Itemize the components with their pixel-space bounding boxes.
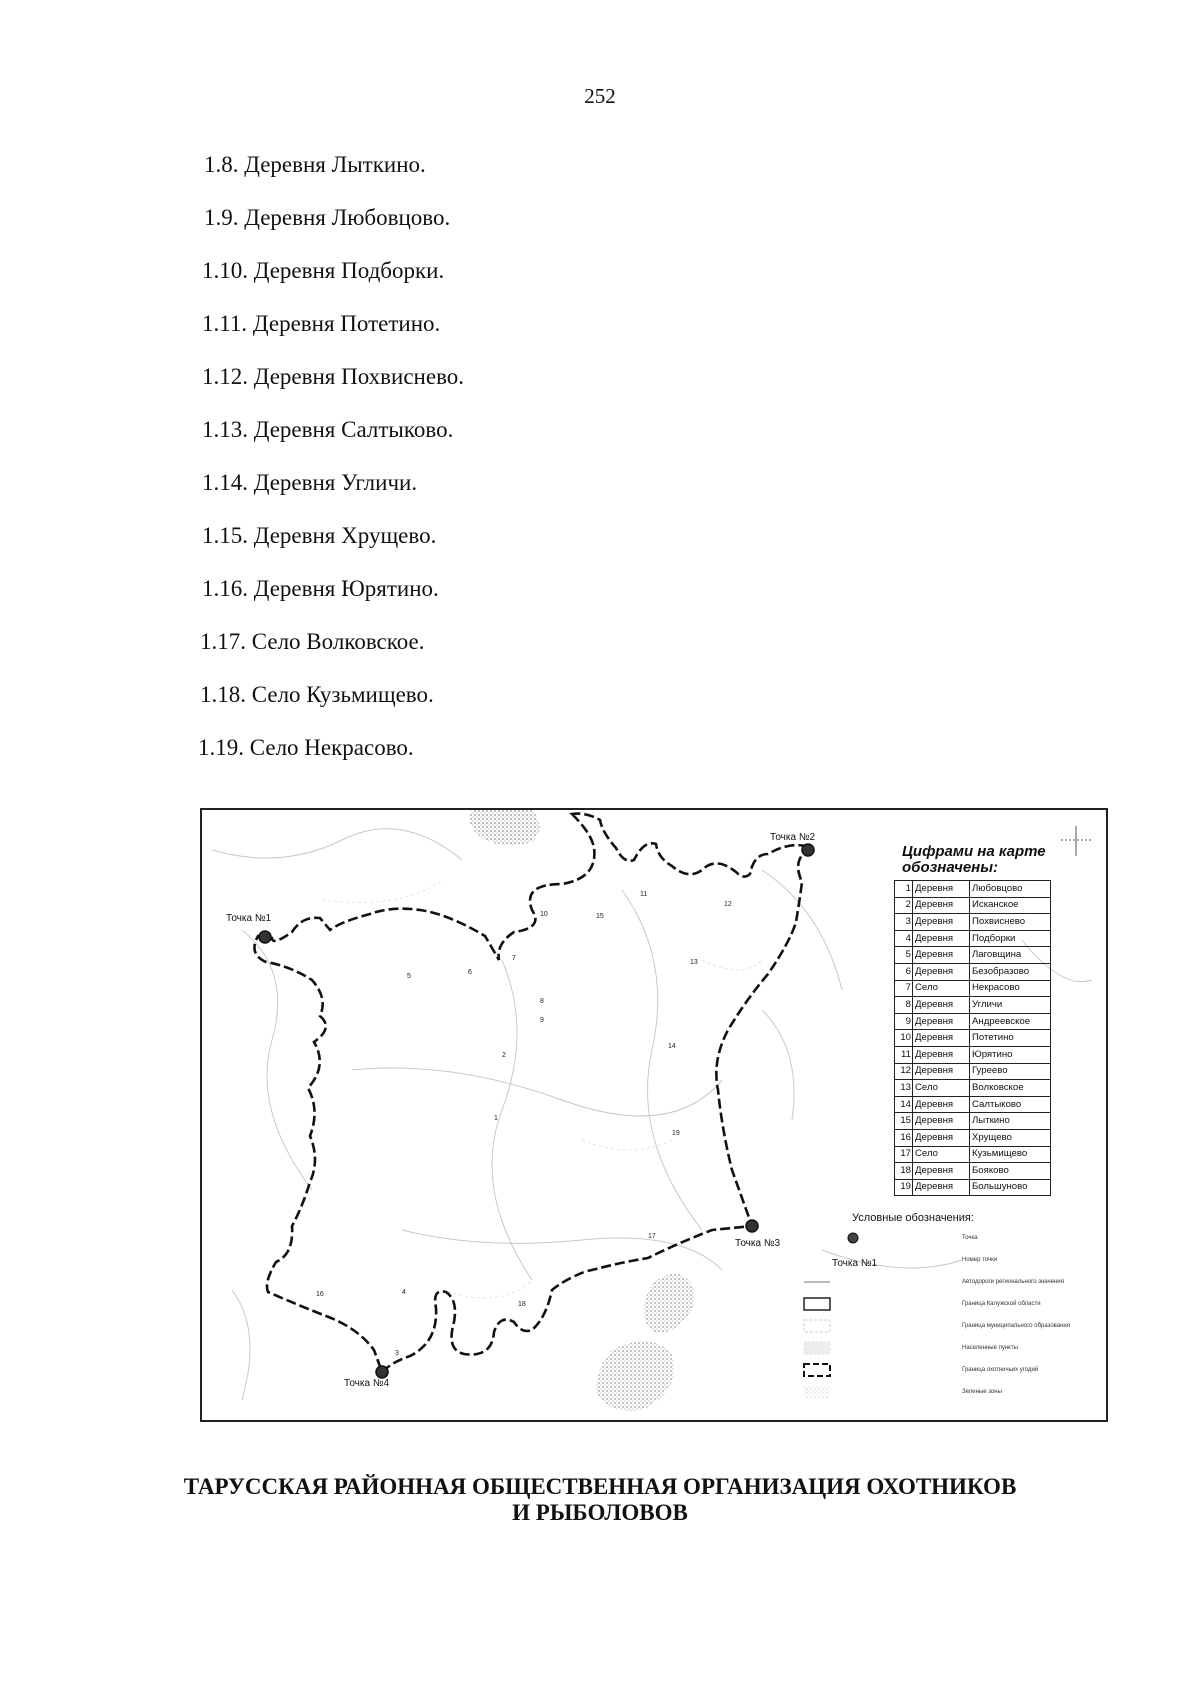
- symbol-green-zones: Зеленые зоны: [802, 1384, 1102, 1406]
- village-number: 14: [668, 1043, 676, 1050]
- table-row: 12 Деревня Гуреево: [895, 1063, 1051, 1080]
- table-row: 16 Деревня Хрущево: [895, 1129, 1051, 1146]
- village-number: 19: [672, 1130, 680, 1137]
- hunting-ground-map: [200, 808, 1108, 1422]
- symbol-point-number: Точка №1 Номер точки: [832, 1257, 998, 1269]
- village-number: 11: [640, 891, 648, 898]
- village-number: 17: [648, 1233, 656, 1240]
- table-row: 15 Деревня Лыткино: [895, 1113, 1051, 1130]
- table-row: 18 Деревня Бояково: [895, 1163, 1051, 1180]
- village-number: 3: [395, 1350, 399, 1357]
- village-number: 2: [502, 1052, 506, 1059]
- organization-title: ТАРУССКАЯ РАЙОННАЯ ОБЩЕСТВЕННАЯ ОРГАНИЗАЦИЯ ОХОТНИКОВ И РЫБОЛОВОВ: [183, 1474, 1017, 1525]
- village-number: 1: [494, 1115, 498, 1122]
- table-row: 8 Деревня Угличи: [895, 997, 1051, 1014]
- list-item: 1.16. Деревня Юрятино.: [202, 576, 439, 601]
- village-number: 16: [316, 1291, 324, 1298]
- village-number: 15: [596, 913, 604, 920]
- symbol-hunting-border: Граница охотничьих угодий: [802, 1362, 1102, 1384]
- list-item: 1.14. Деревня Угличи.: [202, 470, 418, 495]
- symbol-point: Точка: [802, 1230, 1102, 1252]
- table-row: 11 Деревня Юрятино: [895, 1046, 1051, 1063]
- point-label: Точка №1: [226, 913, 272, 924]
- symbol-municipal-border: Граница муниципального образования: [802, 1318, 1102, 1340]
- list-item: 1.12. Деревня Похвиснево.: [202, 364, 465, 389]
- table-row: 10 Деревня Потетино: [895, 1030, 1051, 1047]
- village-number: 10: [540, 911, 548, 918]
- table-row: 9 Деревня Андреевское: [895, 1013, 1051, 1030]
- village-number: 13: [690, 959, 698, 966]
- green-zone: [644, 1274, 695, 1333]
- list-item: 1.11. Деревня Потетино.: [202, 311, 441, 336]
- table-row: 7 Село Некрасово: [895, 980, 1051, 997]
- village-number: 7: [512, 955, 516, 962]
- table-row: 5 Деревня Лаговщина: [895, 947, 1051, 964]
- list-item: 1.9. Деревня Любовцово.: [204, 205, 451, 230]
- village-number: 5: [407, 973, 411, 980]
- legend-title: Цифрами на карте обозначены:: [902, 843, 1046, 876]
- point-label: Точка №2: [770, 832, 816, 843]
- green-zone: [470, 810, 540, 845]
- village-number: 9: [540, 1017, 544, 1024]
- list-item: 1.19. Село Некрасово.: [198, 735, 414, 760]
- village-number: 18: [518, 1301, 526, 1308]
- page-number: 252: [584, 84, 616, 108]
- symbol-settlements: Населенные пункты: [802, 1340, 1102, 1362]
- green-zone: [597, 1341, 674, 1411]
- table-row: 4 Деревня Подборки: [895, 930, 1051, 947]
- list-item: 1.18. Село Кузьмищево.: [200, 682, 434, 707]
- list-item: 1.8. Деревня Лыткино.: [204, 152, 426, 177]
- table-row: 14 Деревня Салтыково: [895, 1096, 1051, 1113]
- table-row: 1 Деревня Любовцово: [895, 881, 1051, 898]
- village-number: 8: [540, 998, 544, 1005]
- village-legend-table: [894, 880, 1051, 1196]
- village-number: 6: [468, 969, 472, 976]
- table-row: 13 Село Волковское: [895, 1080, 1051, 1097]
- list-item: 1.17. Село Волковское.: [200, 629, 425, 654]
- list-item: 1.10. Деревня Подборки.: [202, 258, 445, 283]
- village-number: 12: [724, 901, 732, 908]
- point-label: Точка №4: [344, 1378, 390, 1389]
- table-row: 19 Деревня Большуново: [895, 1179, 1051, 1196]
- list-item: 1.15. Деревня Хрущево.: [202, 523, 437, 548]
- village-number: 4: [402, 1289, 406, 1296]
- table-row: 17 Село Кузьмищево: [895, 1146, 1051, 1163]
- table-row: 3 Деревня Похвиснево: [895, 914, 1051, 931]
- symbol-roads: Автодороги регионального значения: [962, 1279, 1064, 1285]
- table-row: 2 Деревня Исканское: [895, 897, 1051, 914]
- point-label: Точка №3: [735, 1238, 781, 1249]
- table-row: 6 Деревня Безобразово: [895, 963, 1051, 980]
- list-item: 1.13. Деревня Салтыково.: [202, 417, 454, 442]
- symbols-title: Условные обозначения:: [852, 1212, 974, 1224]
- hunting-ground-boundary: [254, 814, 812, 1372]
- symbol-region-border: Граница Калужской области: [802, 1296, 1102, 1318]
